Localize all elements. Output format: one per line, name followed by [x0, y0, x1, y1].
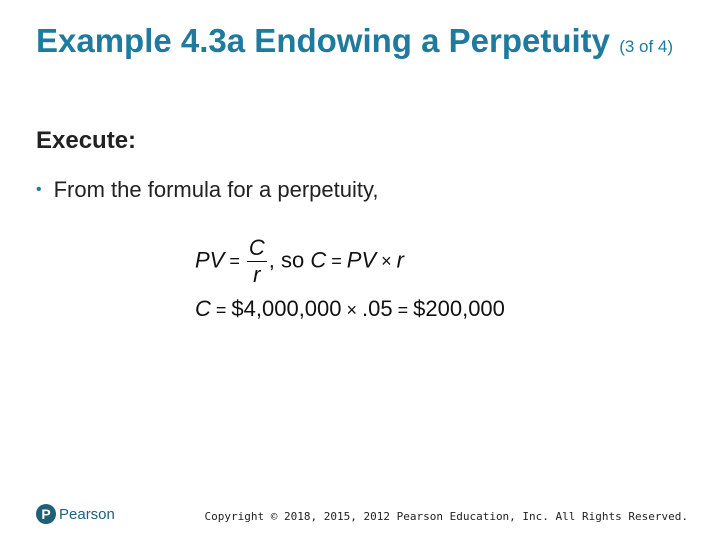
pv-symbol-2: PV — [346, 247, 377, 273]
slide-title — [36, 20, 676, 68]
equals-sign-2: = — [331, 251, 342, 272]
formula-line-1 — [195, 236, 505, 296]
pearson-logo — [36, 503, 115, 525]
times-sign: × — [381, 251, 392, 272]
pearson-logo-text: Pearson — [59, 505, 115, 523]
section-heading: Execute: — [36, 127, 137, 154]
pv-symbol: PV — [195, 247, 225, 273]
bullet-text: From the formula for a perpetuity, — [53, 177, 379, 202]
fraction-denominator: r — [253, 262, 261, 287]
fraction-numerator: C — [248, 235, 265, 260]
equals-sign-line2: = — [215, 300, 227, 320]
rate-value: .05 — [362, 296, 393, 321]
bullet-item — [36, 177, 378, 203]
formula-line-2 — [195, 296, 505, 330]
equals-sign: = — [229, 251, 240, 272]
equals-sign-line2b: = — [397, 300, 409, 320]
result-value: $200,000 — [413, 296, 505, 321]
connector-text: , so — [268, 247, 305, 273]
bullet-icon: • — [36, 181, 42, 198]
amount-value: $4,000,000 — [231, 296, 342, 321]
c-symbol-line2: C — [195, 296, 211, 321]
c-symbol: C — [310, 247, 327, 273]
formula-block — [195, 236, 505, 330]
times-sign-line2: × — [346, 300, 358, 320]
slide-title-main: Example 4.3a Endowing a Perpetuity — [36, 22, 611, 59]
copyright-notice: Copyright © 2018, 2015, 2012 Pearson Education, Inc. All Rights Reserved. — [204, 510, 688, 523]
slide-title-sub: (3 of 4) — [619, 37, 674, 56]
fraction — [247, 236, 267, 287]
pearson-logo-icon: P — [36, 504, 56, 524]
r-symbol: r — [396, 247, 404, 273]
